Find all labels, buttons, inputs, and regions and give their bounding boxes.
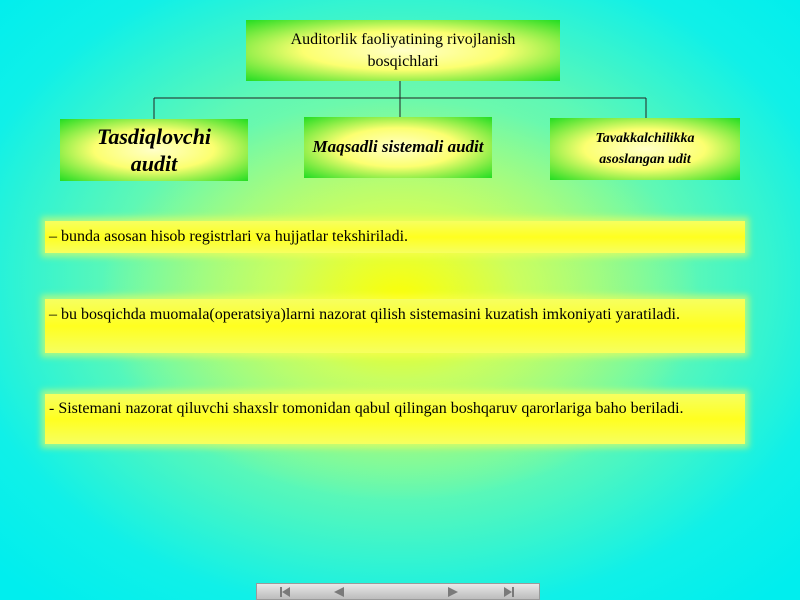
stage-box-tasdiqlovchi (60, 119, 248, 181)
next-icon[interactable] (447, 586, 459, 598)
description-text: - Sistemani nazorat qiluvchi shaxslr tomonidan qabul qilingan boshqaruv qarorlariga baho beriladi. (49, 400, 684, 417)
description-text: – bunda asosan hisob registrlari va hujjatlar tekshiriladi. (49, 228, 409, 245)
description-band (45, 299, 745, 353)
previous-icon[interactable] (333, 586, 345, 598)
description-band (45, 394, 745, 444)
description-text: – bu bosqichda muomala(operatsiya)larni nazorat qilish sistemasini kuzatish imkoniyati yaratiladi. (49, 306, 680, 323)
stage-label: Tasdiqlovchi audit (96, 123, 212, 176)
first-icon[interactable] (279, 586, 291, 598)
stage-label: Tavakkalchilikka asoslangan udit (595, 131, 695, 167)
diagram-title-box (246, 20, 560, 81)
description-band (45, 221, 745, 253)
diagram-title: Auditorlik faoliyatining rivojlanish bosqichlari (290, 30, 516, 70)
stage-box-tavakkalchilikka (550, 118, 740, 180)
slide-navigation-bar (256, 583, 540, 600)
last-icon[interactable] (503, 586, 515, 598)
stage-label: Maqsadli sistemali audit (312, 137, 484, 157)
stage-box-maqsadli (304, 117, 492, 178)
